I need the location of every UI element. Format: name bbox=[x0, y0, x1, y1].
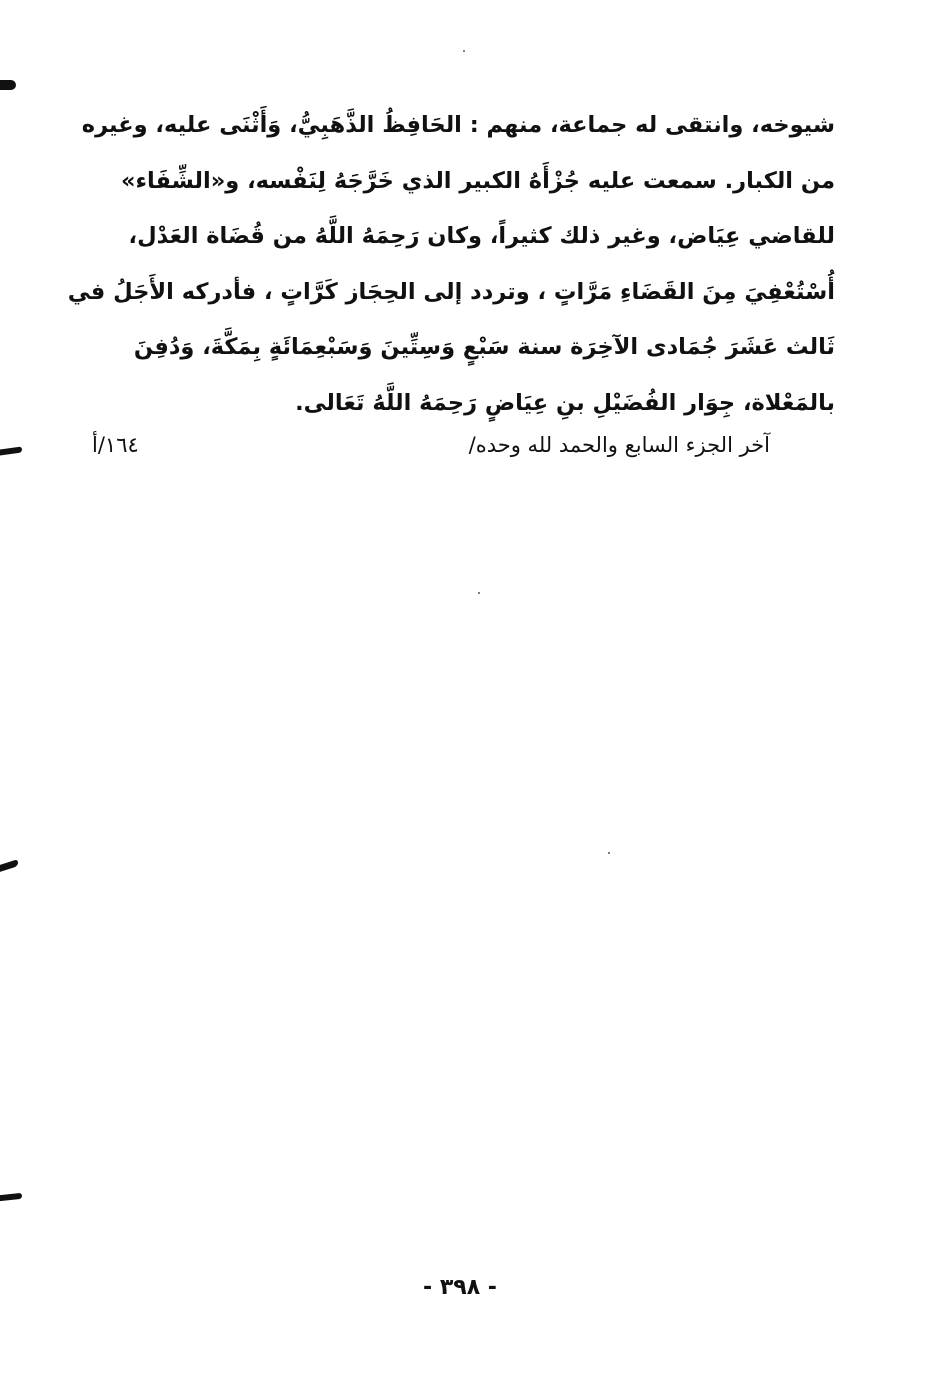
body-line: بالمَعْلاة، جِوَار الفُضَيْلِ بنِ عِيَاضٍ رَحِمَهُ اللَّهُ تَعَالى. bbox=[295, 389, 835, 416]
page-number: - ٣٩٨ - bbox=[423, 1275, 497, 1300]
body-line: للقاضي عِيَاض، وغير ذلك كثيراً، وكان رَحِمَهُ اللَّهُ من قُضَاة العَدْل، bbox=[128, 223, 835, 249]
body-paragraph bbox=[67, 98, 835, 431]
body-line: أُسْتُعْفِيَ مِنَ القَضَاءِ مَرَّاتٍ ، وتردد إلى الحِجَاز كَرَّاتٍ ، فأدركه الأَجَلُ في bbox=[67, 278, 835, 305]
scan-speck bbox=[478, 592, 480, 594]
scan-speck bbox=[608, 852, 610, 854]
folio-reference: ١٦٤/أ bbox=[92, 433, 139, 457]
binding-mark bbox=[0, 859, 18, 872]
binding-mark bbox=[0, 80, 16, 90]
scan-speck bbox=[463, 50, 465, 52]
binding-mark bbox=[0, 1193, 22, 1201]
body-line: شيوخه، وانتقى له جماعة، منهم : الحَافِظُ الذَّهَبِيُّ، وَأَثْنَى عليه، وغيره bbox=[81, 112, 835, 138]
colophon-text: آخر الجزء السابع والحمد لله وحده/ bbox=[468, 433, 770, 457]
binding-mark bbox=[0, 446, 22, 455]
body-line: ثَالث عَشَرَ جُمَادى الآخِرَة سنة سَبْعٍ وَسِتِّينَ وَسَبْعِمَائَةٍ بِمَكَّةَ، وَدُفِنَ bbox=[133, 334, 835, 360]
body-line: من الكبار. سمعت عليه جُزْأَهُ الكبير الذي خَرَّجَهُ لِنَفْسه، و«الشِّفَاء» bbox=[120, 167, 835, 194]
